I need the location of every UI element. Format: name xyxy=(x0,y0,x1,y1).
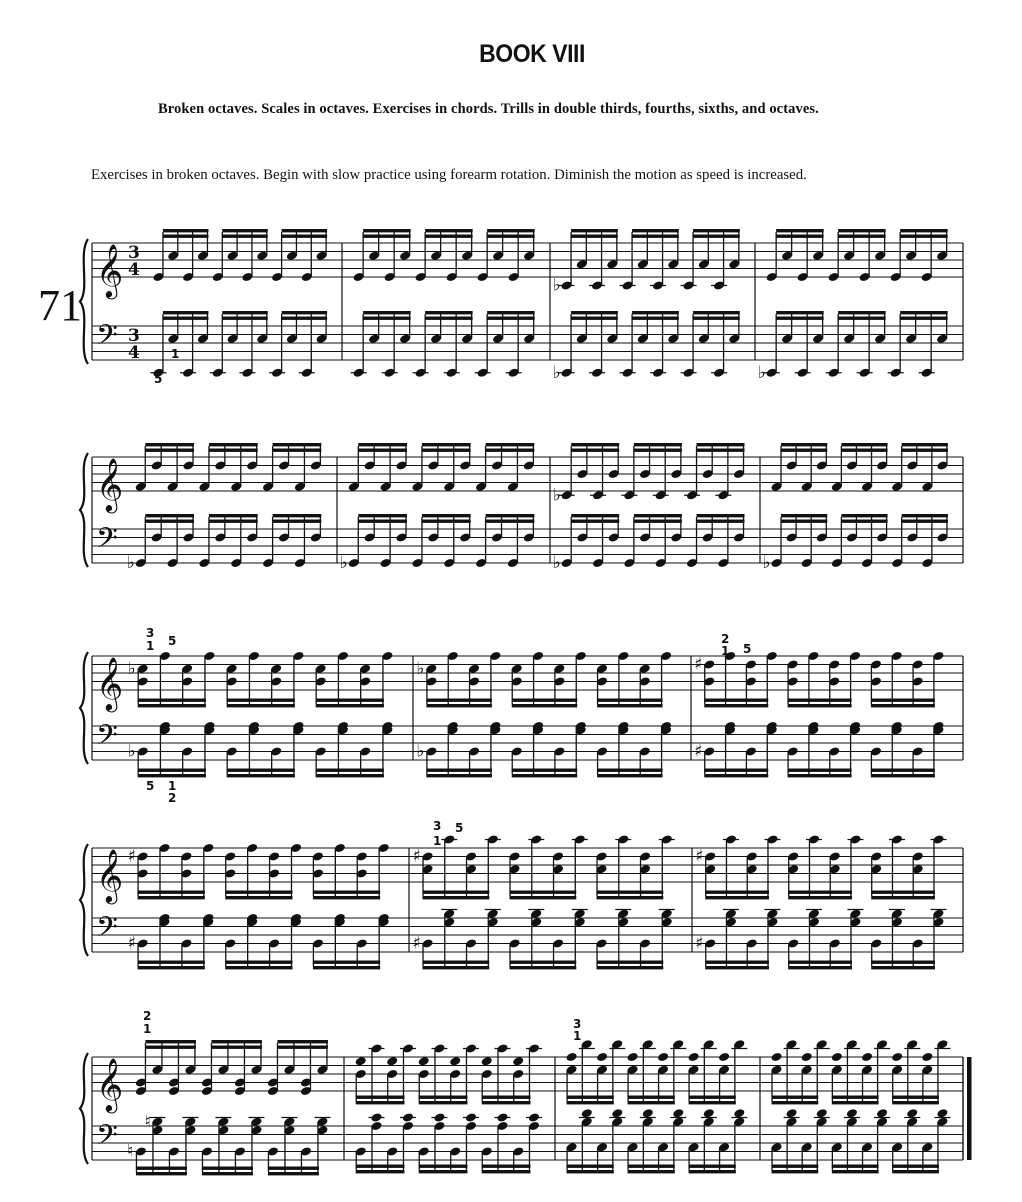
system-brace xyxy=(80,1053,88,1164)
sharp-accidental-icon: ♯ xyxy=(694,654,703,675)
sharp-accidental-icon: ♯ xyxy=(694,741,703,762)
book-contents-subtitle: Broken octaves. Scales in octaves. Exercises in chords. Trills in double thirds, fourths, sixths, and octaves. xyxy=(158,101,819,117)
treble-clef-icon: 𝄞 xyxy=(96,243,124,297)
fingering-number: 2 xyxy=(168,791,177,805)
fingering-number: 1 xyxy=(146,639,155,653)
measure xyxy=(128,843,390,970)
treble-time-signature-denominator: 4 xyxy=(128,260,140,280)
sharp-accidental-icon: ♯ xyxy=(127,933,136,954)
measure xyxy=(127,1040,331,1175)
flat-accidental-icon: ♭ xyxy=(416,741,425,762)
fingering-number: 3 xyxy=(146,626,155,640)
flat-accidental-icon: ♭ xyxy=(762,553,771,573)
fingering-number: 1 xyxy=(573,1029,582,1043)
sharp-accidental-icon: ♯ xyxy=(412,846,421,867)
bass-clef-icon: 𝄢 xyxy=(96,719,118,759)
treble-clef-icon: 𝄞 xyxy=(96,457,124,511)
measure xyxy=(127,443,322,573)
fingering-number: 5 xyxy=(743,642,752,656)
exercise-number: 71 xyxy=(38,281,82,330)
fingering-number: 1 xyxy=(721,644,730,658)
sharp-accidental-icon: ♯ xyxy=(412,933,421,954)
measure xyxy=(340,443,535,573)
bass-clef-icon: 𝄢 xyxy=(96,1119,118,1159)
treble-clef-icon: 𝄞 xyxy=(96,656,124,710)
page-title: BOOK VIII xyxy=(479,40,585,68)
flat-accidental-icon: ♭ xyxy=(416,658,425,679)
flat-accidental-icon: ♭ xyxy=(127,658,136,679)
fingering-number: 3 xyxy=(573,1017,582,1031)
score-system-3 xyxy=(80,626,963,805)
fingering-number: 5 xyxy=(154,372,163,386)
system-brace xyxy=(80,844,88,956)
bass-clef-icon: 𝄢 xyxy=(96,319,118,359)
fingering-number: 5 xyxy=(146,779,155,793)
flat-accidental-icon: ♭ xyxy=(552,553,561,573)
measure xyxy=(355,1043,542,1173)
flat-accidental-icon: ♭ xyxy=(127,741,136,762)
treble-time-signature-numerator: 3 xyxy=(128,243,140,263)
score-system-4 xyxy=(80,819,963,969)
fingering-number: 2 xyxy=(143,1009,152,1023)
treble-clef-icon: 𝄞 xyxy=(96,1057,124,1111)
flat-accidental-icon: ♭ xyxy=(126,553,135,573)
fingering-number: 2 xyxy=(721,632,730,646)
bass-clef-icon: 𝄢 xyxy=(96,911,118,951)
measure xyxy=(128,651,394,778)
flat-accidental-icon: ♭ xyxy=(552,485,561,506)
exercise-instructions: Exercises in broken octaves. Begin with slow practice using forearm rotation. Diminish the motion as speed is increased. xyxy=(91,167,807,183)
measure xyxy=(413,834,675,969)
natural-accidental-icon: ♮ xyxy=(126,1141,134,1162)
flat-accidental-icon: ♭ xyxy=(552,362,561,383)
sharp-accidental-icon: ♯ xyxy=(127,846,136,867)
flat-accidental-icon: ♭ xyxy=(339,553,348,573)
fingering-number: 1 xyxy=(171,347,180,361)
measure xyxy=(694,651,944,778)
bass-time-signature-numerator: 3 xyxy=(128,326,140,346)
fingering-number: 1 xyxy=(433,834,442,848)
final-barline xyxy=(967,1057,972,1160)
fingering-number: 3 xyxy=(433,819,442,833)
measure xyxy=(553,443,746,573)
system-brace xyxy=(80,652,88,764)
measure xyxy=(763,443,949,573)
score-system-5 xyxy=(80,1009,972,1175)
score-system-1 xyxy=(80,229,963,386)
system-brace xyxy=(80,453,88,567)
fingering-number: 5 xyxy=(455,821,464,835)
measure xyxy=(565,1039,747,1173)
fingering-number: 1 xyxy=(168,779,177,793)
measure xyxy=(770,1039,950,1173)
flat-accidental-icon: ♭ xyxy=(552,275,561,296)
fingering-number: 1 xyxy=(143,1022,152,1036)
bass-clef-icon: 𝄢 xyxy=(96,522,118,562)
sharp-accidental-icon: ♯ xyxy=(695,846,704,867)
system-brace xyxy=(80,239,88,364)
bass-time-signature-denominator: 4 xyxy=(128,343,140,363)
score-system-2 xyxy=(80,443,963,573)
measure xyxy=(416,651,672,778)
measure xyxy=(695,834,946,969)
sharp-accidental-icon: ♯ xyxy=(695,933,704,954)
fingering-number: 5 xyxy=(168,634,177,648)
flat-accidental-icon: ♭ xyxy=(757,362,766,383)
treble-clef-icon: 𝄞 xyxy=(96,848,124,902)
natural-accidental-icon: ♮ xyxy=(144,1111,151,1132)
